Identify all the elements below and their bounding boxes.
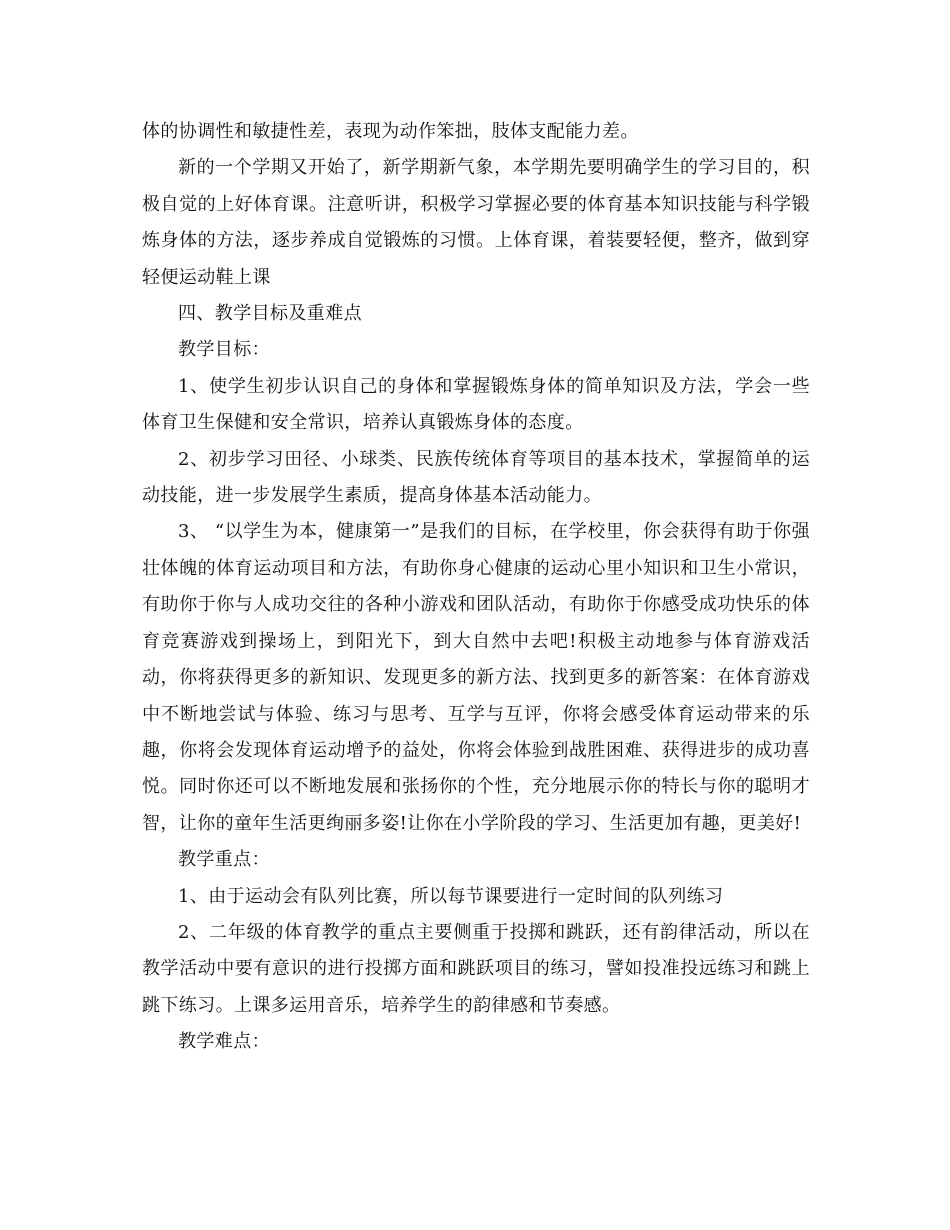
section-heading-goals: 四、教学目标及重难点 (178, 303, 362, 325)
goal-item-2: 2、初步学习田径、小球类、民族传统体育等项目的基本技术，掌握简单的运动技能，进一步发展学生素质，提高身体基本活动能力。 (142, 448, 810, 507)
body-text (142, 114, 810, 1061)
subheading-difficulties: 教学难点： (178, 1031, 270, 1053)
paragraph-continuation: 体的协调性和敏捷性差，表现为动作笨拙，肢体支配能力差。 (142, 121, 639, 142)
paragraph-new-semester: 新的一个学期又开始了，新学期新气象，本学期先要明确学生的学习目的，积极自觉的上好体育课。注意听讲，积极学习掌握必要的体育基本知识技能与科学锻炼身体的方法，逐步养成自觉锻炼的习惯。上体育课，着装要轻便，整齐，做到穿轻便运动鞋上课 (142, 157, 810, 288)
key-point-item-1: 1、由于运动会有队列比赛，所以每节课要进行一定时间的队列练习 (178, 885, 724, 907)
key-point-item-2: 2、二年级的体育教学的重点主要侧重于投掷和跳跃，还有韵律活动，所以在教学活动中要有意识的进行投掷方面和跳跃项目的练习，譬如投准投远练习和跳上跳下练习。上课多运用音乐，培养学生的韵律感和节奏感。 (142, 921, 810, 1016)
goal-item-1: 1、使学生初步认识自己的身体和掌握锻炼身体的简单知识及方法，学会一些体育卫生保健和安全常识，培养认真锻炼身体的态度。 (142, 375, 810, 434)
goal-item-3: 3、 “以学生为本，健康第一”是我们的目标，在学校里，你会获得有助于你强壮体魄的体育运动项目和方法，有助你身心健康的运动心里小知识和卫生小常识，有助你于你与人成功交往的各种小游戏和团队活动，有助你于你感受成功快乐的体育竞赛游戏到操场上，到阳光下，到大自然中去吧!积极主动地参与体育游戏活动，你将获得更多的新知识、发现更多的新方法、找到更多的新答案：在体育游戏中不断地尝试与体验、练习与思考、互学与互评，你将会感受体育运动带来的乐趣，你将会发现体育运动增予的益处，你将会体验到战胜困难、获得进步的成功喜悦。同时你还可以不断地发展和张扬你的个性，充分地展示你的特长与你的聪明才智，让你的童年生活更绚丽多姿!让你在小学阶段的学习、生活更加有趣，更美好! (142, 521, 810, 834)
subheading-key-points: 教学重点： (178, 849, 270, 871)
subheading-teaching-goals: 教学目标： (178, 339, 270, 361)
